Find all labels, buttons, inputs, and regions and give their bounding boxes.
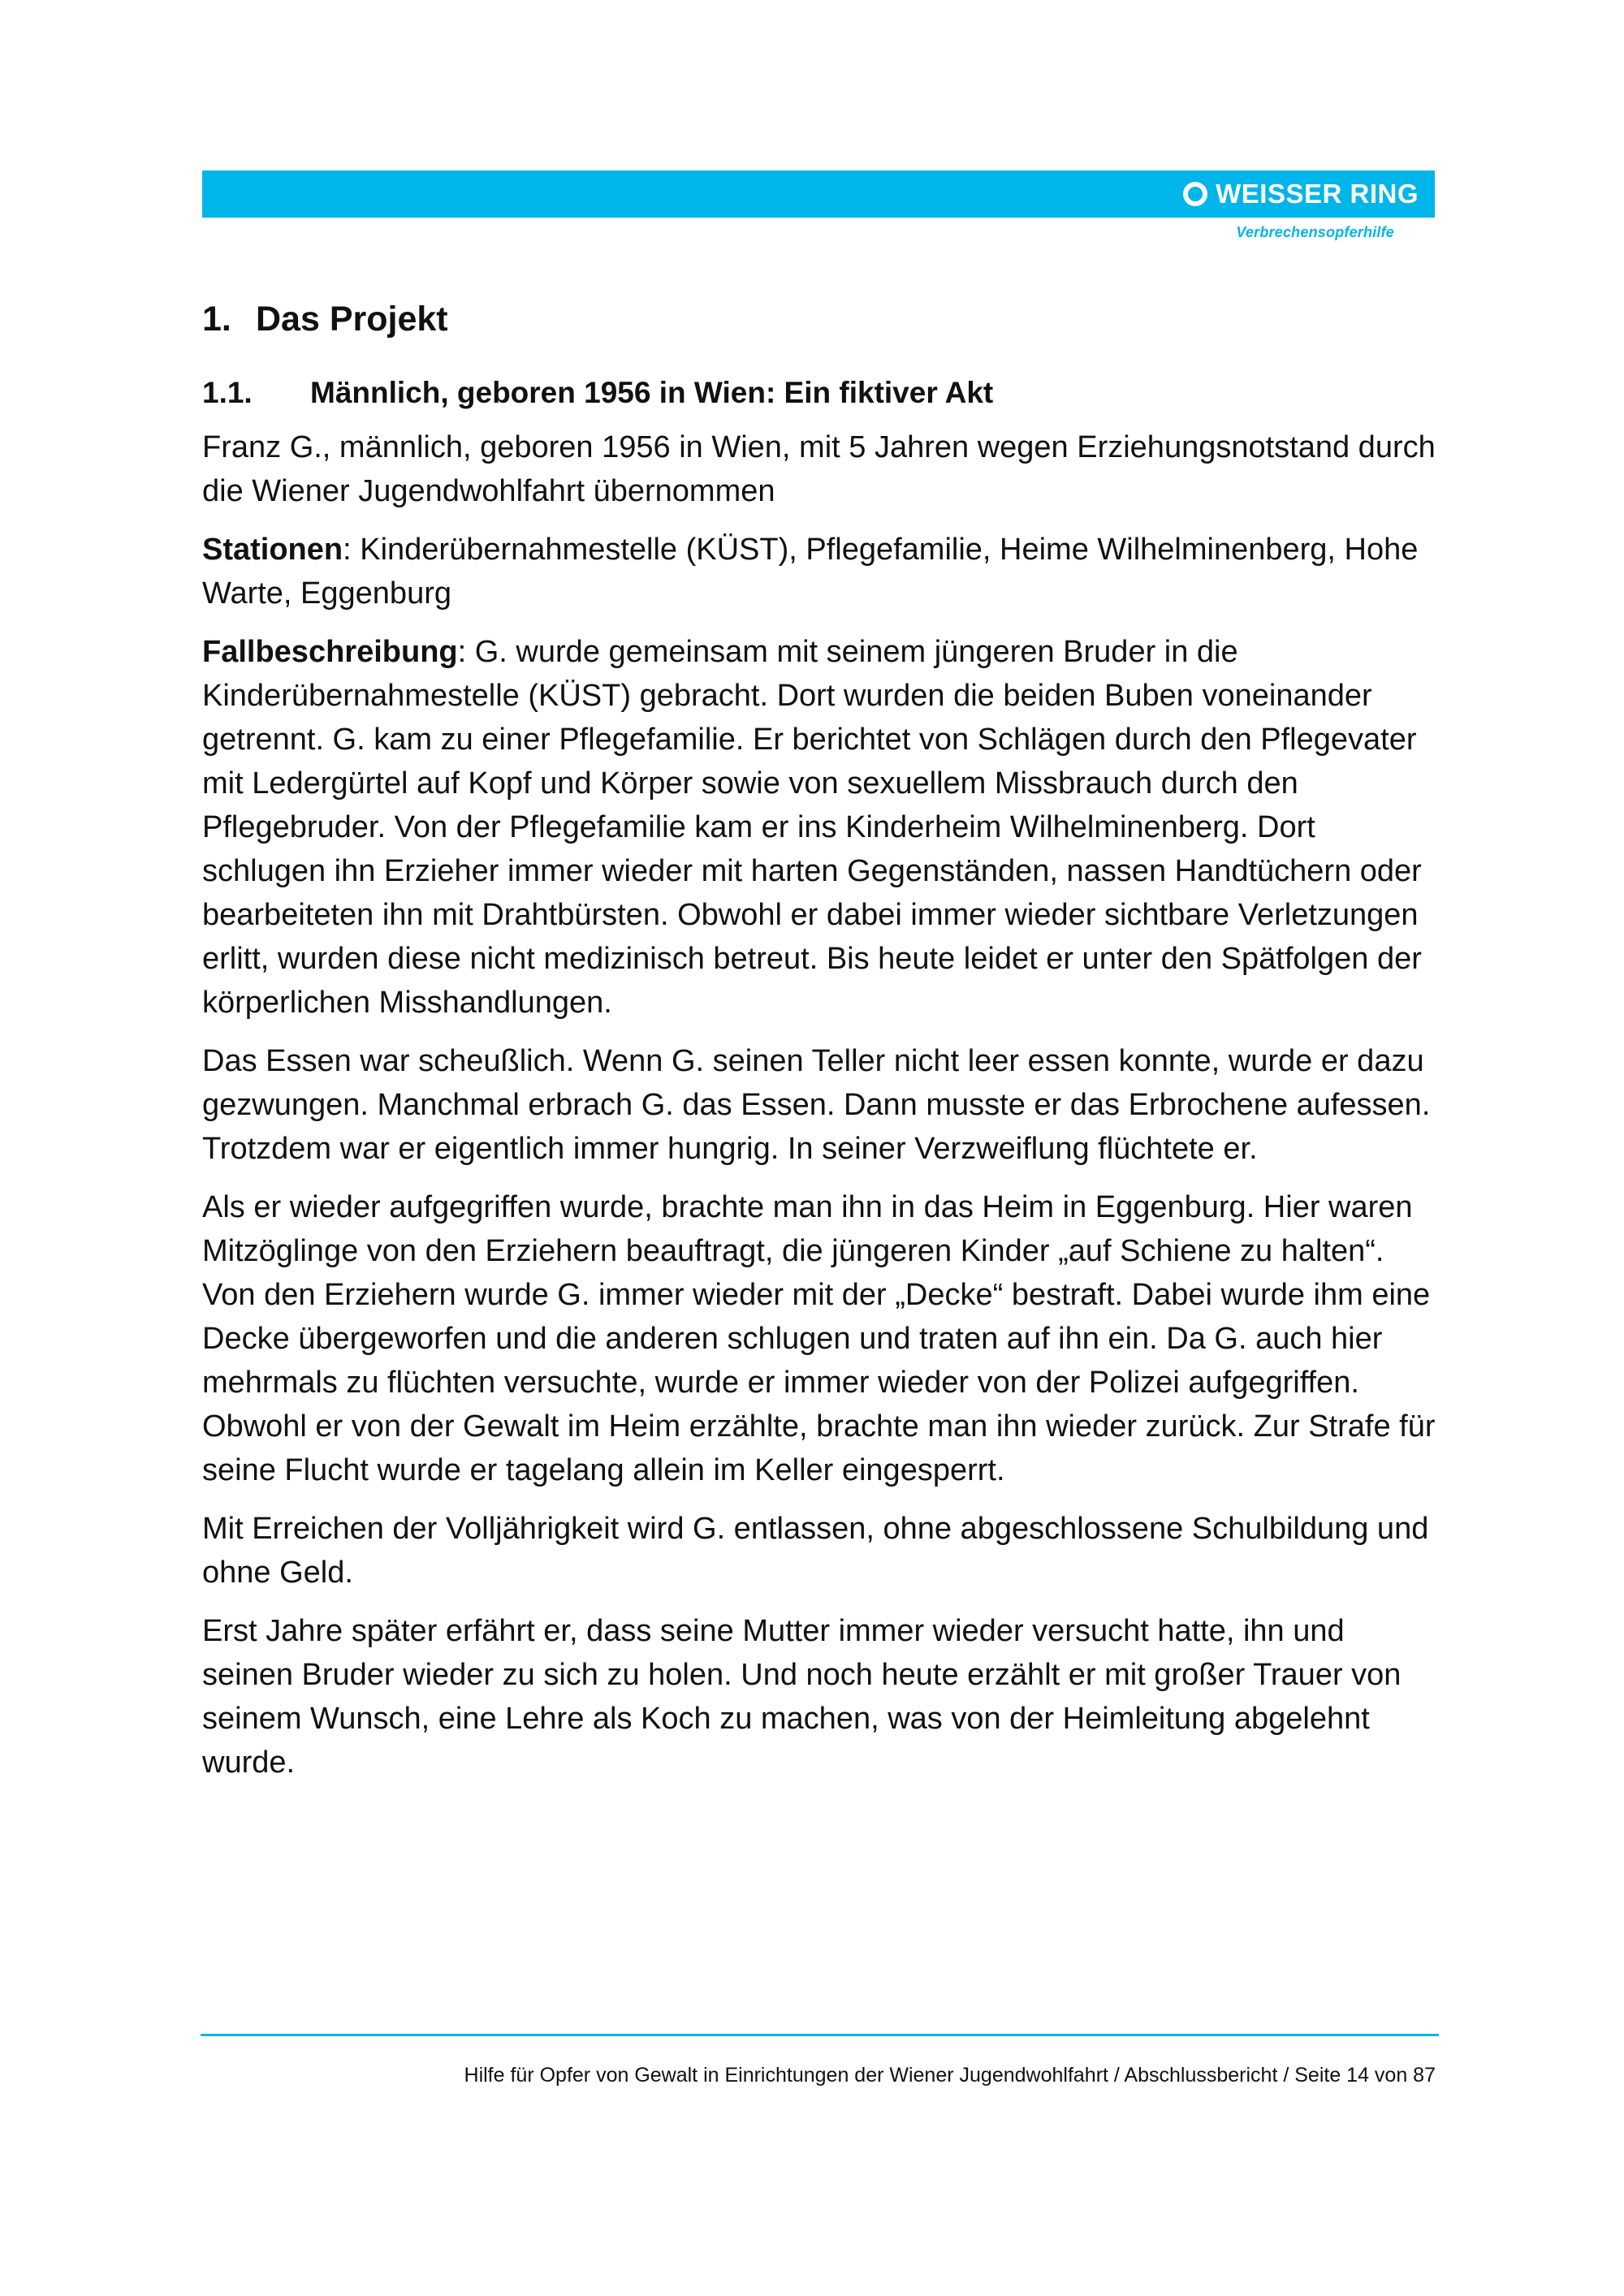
section-title: Das Projekt	[256, 300, 448, 339]
case-text: : G. wurde gemeinsam mit seinem jüngeren Bruder in die Kinderübernahmestelle (KÜST) gebracht. Dort wurden die beiden Buben voneinander getrennt. G. kam zu einer Pflegefamilie. Er berichtet von Schlägen durch den Pflegevater mit Ledergürtel auf Kopf und Körper sowie von sexuellem Missbrauch durch den Pflegebruder. Von der Pflegefamilie kam er ins Kinderheim Wilhelminenberg. Dort schlugen ihn Erzieher immer wieder mit harten Gegenständen, nassen Handtüchern oder bearbeiteten ihn mit Drahtbürsten. Obwohl er dabei immer wieder sichtbare Verletzungen erlitt, wurden diese nicht medizinisch betreut. Bis heute leidet er unter den Spätfolgen der körperlichen Misshandlungen.	[202, 635, 1422, 1020]
subsection-number: 1.1.	[202, 376, 253, 409]
body-paragraph: Erst Jahre später erfährt er, dass seine Mutter immer wieder versucht hatte, ihn und seinen Bruder wieder zu sich zu holen. Und noch heute erzählt er mit großer Trauer von seinem Wunsch, eine Lehre als Koch zu machen, was von der Heimleitung abgelehnt wurde.	[202, 1614, 1402, 1780]
stations-label: Stationen	[202, 533, 343, 567]
subsection-heading	[202, 372, 1436, 414]
body-paragraph: Das Essen war scheußlich. Wenn G. seinen Teller nicht leer essen konnte, wurde er dazu gezwungen. Manchmal erbrach G. das Essen. Dann musste er das Erbrochene aufessen. Trotzdem war er eigentlich immer hungrig. In seiner Verzweiflung flüchtete er.	[202, 1044, 1431, 1166]
intro-paragraph: Franz G., männlich, geboren 1956 in Wien, mit 5 Jahren wegen Erziehungsnotstand durch die Wiener Jugendwohlfahrt übernommen	[202, 430, 1436, 508]
brand-name: WEISSER RING	[1216, 179, 1419, 209]
body-paragraph: Mit Erreichen der Volljährigkeit wird G. entlassen, ohne abgeschlossene Schulbildung und ohne Geld.	[202, 1512, 1429, 1590]
footer-text: Hilfe für Opfer von Gewalt in Einrichtungen der Wiener Jugendwohlfahrt / Abschlussbericht / Seite 14 von 87	[464, 2064, 1436, 2087]
ring-icon	[1183, 182, 1207, 206]
main-content	[202, 294, 1436, 1799]
weisser-ring-logo	[1183, 177, 1419, 211]
body-paragraph: Als er wieder aufgegriffen wurde, brachte man ihn in das Heim in Eggenburg. Hier waren Mitzöglinge von den Erziehern beauftragt, die jüngeren Kinder „auf Schiene zu halten“. Von den Erziehern wurde G. immer wieder mit der „Decke“ bestraft. Dabei wurde ihm eine Decke übergeworfen und die anderen schlugen und traten auf ihn ein. Da G. auch hier mehrmals zu flüchten versuchte, wurde er immer wieder von der Polizei aufgegriffen. Obwohl er von der Gewalt im Heim erzählte, brachte man ihn wieder zurück. Zur Strafe für seine Flucht wurde er tagelang allein im Keller eingesperrt.	[202, 1190, 1436, 1487]
case-label: Fallbeschreibung	[202, 635, 458, 669]
footer-divider	[201, 2034, 1439, 2036]
case-paragraph	[202, 630, 1436, 1025]
header-band	[202, 170, 1435, 218]
stations-paragraph	[202, 528, 1436, 615]
section-number: 1.	[202, 300, 231, 339]
stations-text: : Kinderübernahmestelle (KÜST), Pflegefamilie, Heime Wilhelminenberg, Hohe Warte, Eggenburg	[202, 533, 1419, 611]
section-heading	[202, 294, 1436, 344]
brand-tagline: Verbrechensopferhilfe	[1236, 224, 1394, 240]
subsection-title: Männlich, geboren 1956 in Wien: Ein fiktiver Akt	[310, 376, 994, 409]
